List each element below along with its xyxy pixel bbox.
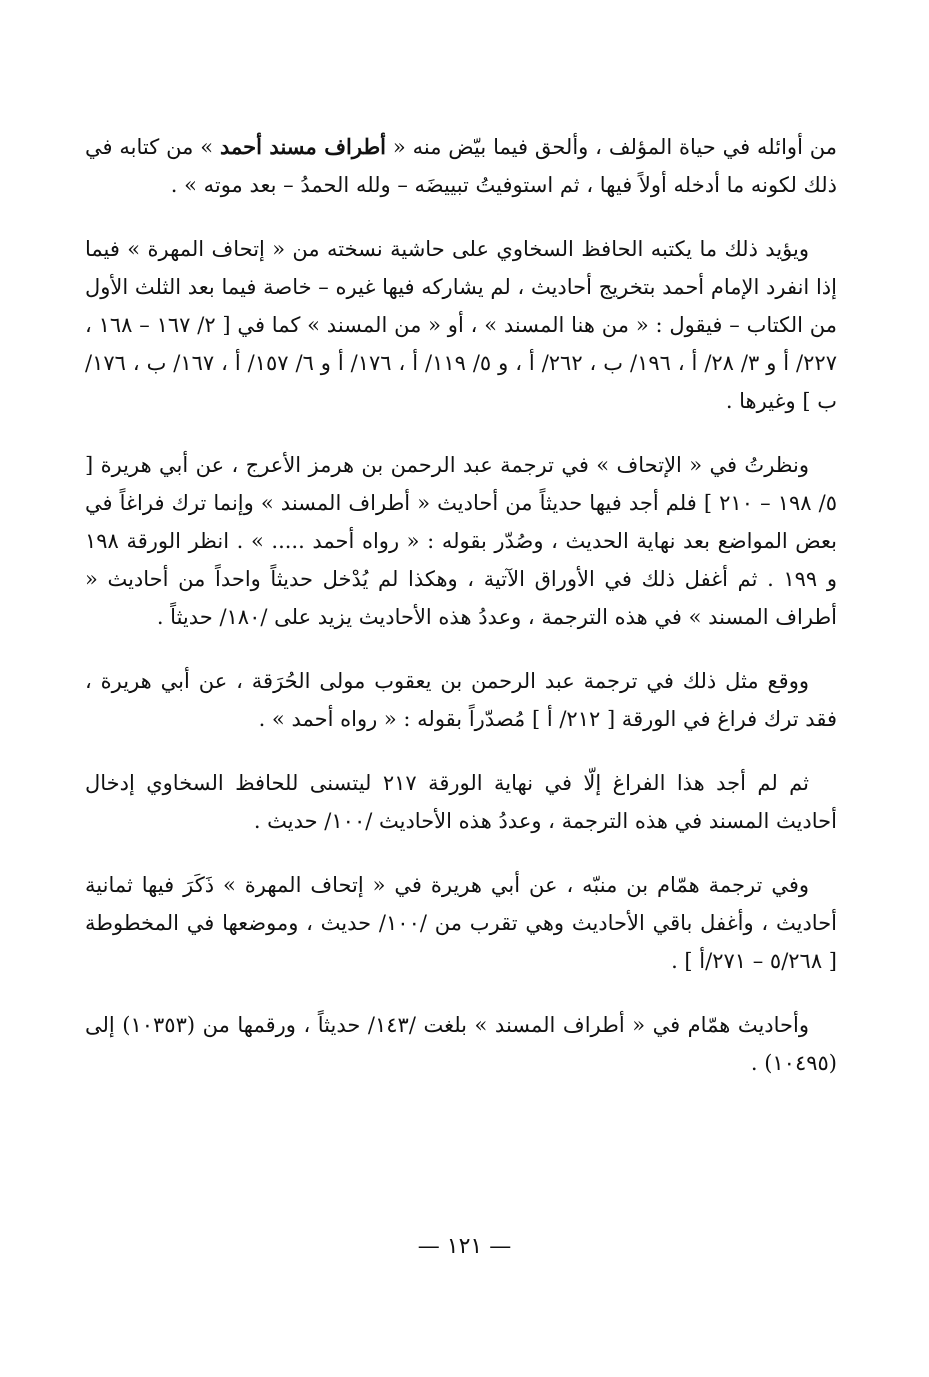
paragraph-7: وأحاديث همّام في « أطراف المسند » بلغت /١٤٣/ حديثاً ، ورقمها من (١٠٣٥٣) إلى (١٠٤٩٥) . bbox=[85, 1013, 837, 1075]
paragraph-6: وفي ترجمة همّام بن منبّه ، عن أبي هريرة في « إتحاف المهرة » ذَكَرَ فيها ثمانية أحاديث ، وأغفل باقي الأحاديث وهي تقرب من /١٠٠/ حديث ، وموضعها في المخطوطة [ ٥/٢٦٨ – ٢٧١/أ ] . bbox=[85, 873, 838, 973]
book-title-bold: أطراف مسند أحمد bbox=[219, 134, 387, 159]
page-body bbox=[85, 128, 837, 1108]
paragraph-1-after: » من كتابه في ذلك لكونه ما أدخله أولاً فيها ، ثم استوفيتُ تبييضَه – ولله الحمدُ – بعد موته » . bbox=[85, 135, 837, 197]
paragraph-5: ثم لم أجد هذا الفراغ إلّا في نهاية الورقة ٢١٧ ليتسنى للحافظ السخاوي إدخال أحاديث المسند في هذه الترجمة ، وعددُ هذه الأحاديث /١٠٠/ حديث . bbox=[85, 771, 837, 833]
paragraph-1-before: من أوائله في حياة المؤلف ، وألحق فيما بيّض منه « bbox=[386, 135, 838, 159]
paragraph-3: ونظرتُ في « الإتحاف » في ترجمة عبد الرحمن بن هرمز الأعرج ، عن أبي هريرة [ ٥/ ١٩٨ – ٢١٠ ] فلم أجد فيها حديثاً من أحاديث « أطراف المسند » وإنما ترك فراغاً في بعض المواضع بعد نهاية الحديث ، وصُدّر بقوله : « رواه أحمد ..... » . انظر الورقة ١٩٨ و ١٩٩ . ثم أغفل ذلك في الأوراق الآتية ، وهكذا لم يُدْخل حديثاً واحداً من أحاديث « أطراف المسند » في هذه الترجمة ، وعددُ هذه الأحاديث يزيد على /١٨٠/ حديثاً . bbox=[85, 453, 837, 629]
paragraph-2: ويؤيد ذلك ما يكتبه الحافظ السخاوي على حاشية نسخته من « إتحاف المهرة » فيما إذا انفرد الإمام أحمد بتخريج أحاديث ، لم يشاركه فيها غيره – خاصة فيما بعد الثلث الأول من الكتاب – فيقول : « من هنا المسند » ، أو « من المسند » كما في [ ٢/ ١٦٧ – ١٦٨ ، ٢٢٧/ أ و ٣/ ٢٨/ أ ، ١٩٦/ ب ، ٢٦٢/ أ ، و ٥/ ١١٩/ أ ، ١٧٦/ أ و ٦/ ١٥٧/ أ ، ١٦٧/ ب ، ١٧٦/ ب ] وغيرها . bbox=[85, 237, 837, 413]
page-number: — ١٢١ — bbox=[417, 1234, 512, 1259]
paragraph-1 bbox=[85, 128, 837, 204]
paragraph-4: ووقع مثل ذلك في ترجمة عبد الرحمن بن يعقوب مولى الحُرَقة ، عن أبي هريرة ، فقد ترك فراغ في الورقة [ ٢١٢/ أ ] مُصدّراً بقوله : « رواه أحمد » . bbox=[85, 669, 837, 731]
